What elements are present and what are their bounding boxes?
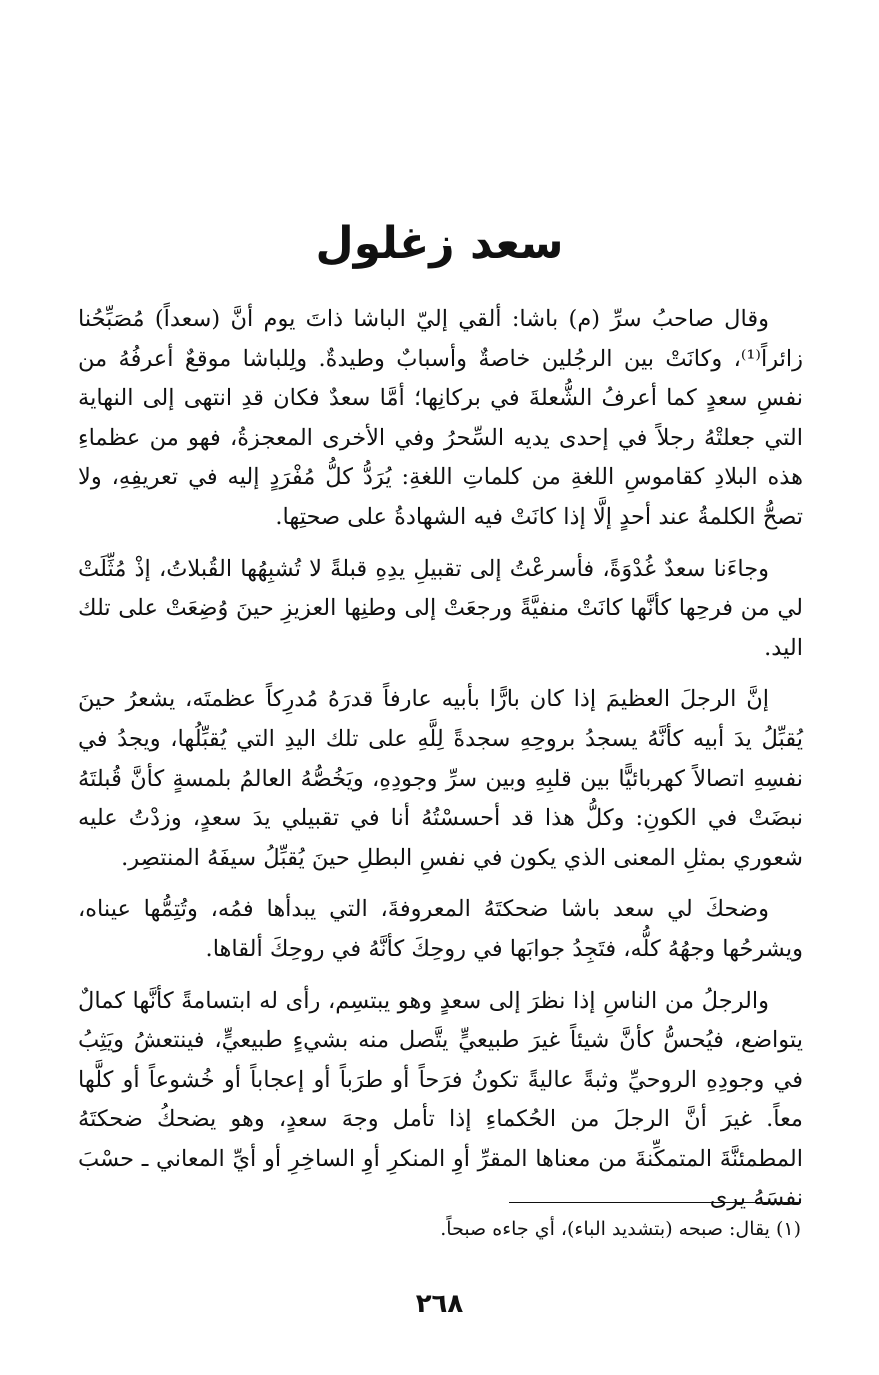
paragraph: وقال صاحبُ سرِّ (م) باشا: ألقي إليّ الباشا ذاتَ يوم أنَّ (سعداً) مُصَبِّحُنا زائراً⁽¹⁾، وكانَتْ بين الرجُلين خاصةٌ وأسبابٌ وطيدةٌ. ولِلباشا موقعٌ أعرفُهُ من نفسِ سعدٍ كما أعرفُ الشُّعلةَ في بركانِها؛ أمَّا سعدٌ فكان قدِ انتهى إلى النهاية التي جعلتْهُ رجلاً في إحدى يديه السِّحرُ وفي الأخرى المعجزةُ، فهو من عظماءِ هذه البلادِ كقاموسِ اللغةِ من كلماتِ اللغةِ: يُرَدُّ كلُّ مُفْرَدٍ إليه في تعريفِهِ، ولا تصحُّ الكلمةُ عند أحدٍ إلَّا إذا كانَتْ فيه الشهادةُ على صحتِها.: [78, 306, 803, 530]
body-text: [78, 300, 803, 1219]
paragraph: إنَّ الرجلَ العظيمَ إذا كان بارًّا بأبيه عارفاً قدرَهُ مُدرِكاً عظمتَه، يشعرُ حينَ يُقبِّلُ يدَ أبيه كأنَّهُ يسجدُ بروحِهِ سجدةً لِلَّهِ على تلك اليدِ التي يُقبِّلُها، ويجدُ في نفسِهِ اتصالاً كهربائيًّا بين قلبِهِ وبين سرِّ وجودِهِ، ويَخُصُّهُ العالمُ بلمسةٍ كأنَّ قُبلتَهُ نبضَتْ في الكونِ: وكلُّ هذا قد أحسسْتُهُ أنا في تقبيلي يدَ سعدٍ، وزدْتُ عليه شعوري بمثلِ المعنى الذي يكون في نفسِ البطلِ حينَ يُقبِّلُ سيفَهُ المنتصِر.: [78, 686, 803, 871]
paragraph: والرجلُ من الناسِ إذا نظرَ إلى سعدٍ وهو يبتسِم، رأى له ابتسامةً كأنَّها كمالٌ يتواضع، فيُحسُّ كأنَّ شيئاً غيرَ طبيعيٍّ يتَّصل منه بشيءٍ طبيعيٍّ، فينتعشُ ويَثِبُ في وجودِهِ الروحيِّ وثبةً عاليةً تكونُ فرَحاً أو طرَباً أو إعجاباً أو خُشوعاً أو كلَّها معاً. غيرَ أنَّ الرجلَ من الحُكماءِ إذا تأمل وجهَ سعدٍ، وهو يضحكُ ضحكتَهُ المطمئنَّةَ المتمكِّنةَ من معناها المقرِّ أوِ المنكرِ أوِ الساخِرِ أو أيِّ المعاني ـ حسْبَ نفسَهُ يرى: [78, 987, 803, 1212]
page-number: ٢٦٨: [415, 1289, 464, 1319]
paragraph: وضحكَ لي سعد باشا ضحكتَهُ المعروفةَ، التي يبدأها فمُه، وتُتِمُّها عيناه، ويشرحُها وجهُهُ كلُّه، فتَجِدُ جوابَها في روحِكَ كأنَّهُ في روحِكَ ألقاها.: [78, 896, 803, 962]
paragraph: وجاءَنا سعدٌ غُدْوَةً، فأسرعْتُ إلى تقبيلِ يدِهِ قبلةً لا تُشبِهُها القُبلاتُ، إذْ مُثِّلَتْ لي من فرحِها كأنَّها كانَتْ منفيَّةً ورجعَتْ إلى وطنِها العزيزِ حينَ وُضِعَتْ على تلك اليد.: [78, 555, 803, 661]
footnote-divider: [509, 1202, 801, 1203]
chapter-title: سعد زغلول: [315, 218, 564, 269]
footnote: (١) يقال: صبحه (بتشديد الباء)، أي جاءه صبحاً.: [440, 1218, 801, 1240]
